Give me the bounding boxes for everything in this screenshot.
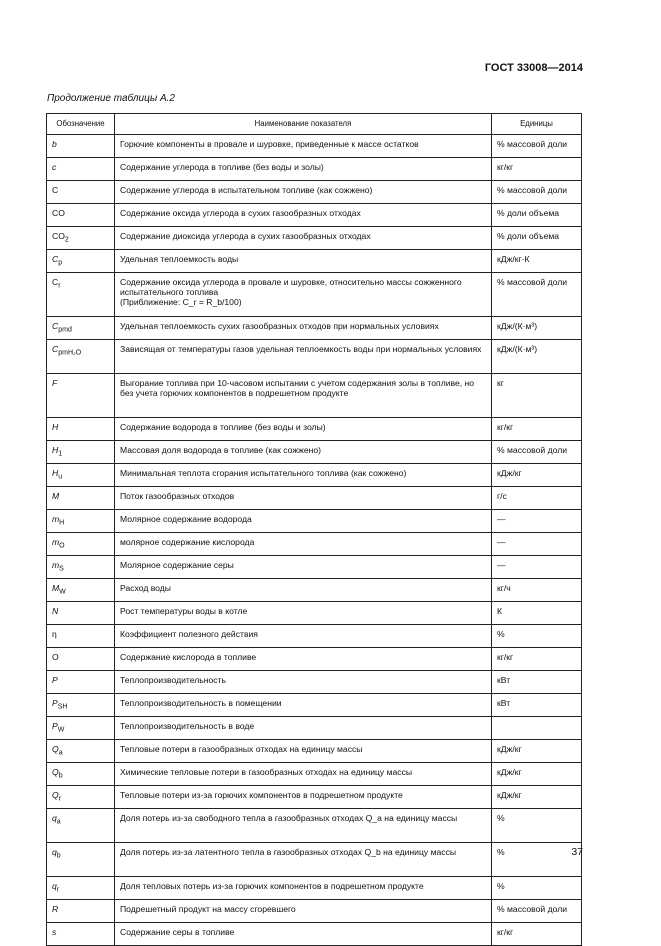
unit-cell: К [492,602,582,625]
description: Тепловые потери в газообразных отходах на единицу массы [120,744,363,754]
standard-number: ГОСТ 33008—2014 [484,62,583,74]
symbol-cell [47,809,115,843]
description-cell [115,441,492,464]
description-cell [115,809,492,843]
unit-cell [492,717,582,740]
table-row [47,809,582,843]
description: Содержание диоксида углерода в сухих газообразных отходах [120,231,371,241]
symbol: s [52,927,57,937]
table-row [47,694,582,717]
unit-cell: кВт [492,671,582,694]
description: молярное содержание кислорода [120,537,255,547]
description-cell [115,671,492,694]
description: Содержание серы в топливе [120,927,235,937]
symbol-cell [47,441,115,464]
table-row [47,340,582,374]
table-row [47,671,582,694]
description-cell [115,250,492,273]
symbol-subscript: H [59,519,65,527]
symbol-cell [47,877,115,900]
symbol: M [52,491,60,501]
description: Доля потерь из-за свободного тепла в газообразных отходах Q_a на единицу массы [120,813,458,823]
symbol: C [52,277,59,287]
symbol-cell [47,317,115,340]
unit-cell: кДж/(К·м³) [492,340,582,374]
description: Зависящая от температуры газов удельная теплоемкость воды при нормальных условиях [120,344,482,354]
description-cell [115,227,492,250]
description: Рост температуры воды в котле [120,606,248,616]
table-caption: Продолжение таблицы А.2 [47,93,175,104]
description: Содержание кислорода в топливе [120,652,257,662]
description-cell [115,273,492,317]
unit-cell: % [492,843,582,877]
table-row [47,317,582,340]
unit-cell: кДж/(К·м³) [492,317,582,340]
table-row [47,740,582,763]
symbol-cell [47,843,115,877]
symbol-cell [47,625,115,648]
unit-cell: кДж/кг [492,464,582,487]
description: Химические тепловые потери в газообразных отходах на единицу массы [120,767,413,777]
description: Удельная теплоемкость воды [120,254,239,264]
symbol-cell [47,648,115,671]
description-cell [115,317,492,340]
description-note: (Приближение: C_r = R_b/100) [120,297,242,307]
table-row [47,135,582,158]
symbol: CO [52,208,65,218]
table-row [47,204,582,227]
unit-cell: % массовой доли [492,135,582,158]
symbol: C [52,344,59,354]
symbol-cell [47,786,115,809]
table-row [47,273,582,317]
description: Молярное содержание серы [120,560,234,570]
symbol-cell [47,602,115,625]
unit-cell: % массовой доли [492,273,582,317]
symbol: Q [52,744,59,754]
description: Коэффициент полезного действия [120,629,258,639]
unit-cell: кг/кг [492,418,582,441]
description: Молярное содержание водорода [120,514,252,524]
symbol-cell [47,418,115,441]
table-row [47,181,582,204]
unit-cell: % массовой доли [492,441,582,464]
symbol-cell [47,340,115,374]
description: Содержание оксида углерода в сухих газообразных отходах [120,208,361,218]
symbol: P [52,721,58,731]
unit-cell: % доли объема [492,204,582,227]
symbol-subscript: p [58,259,63,267]
symbol-cell [47,464,115,487]
symbol-cell [47,694,115,717]
description-cell [115,464,492,487]
unit-cell: % [492,809,582,843]
description: Массовая доля водорода в топливе (как сожжено) [120,445,322,455]
symbol: P [52,675,58,685]
description-cell [115,418,492,441]
symbol-cell [47,900,115,923]
table-row [47,510,582,533]
description-cell [115,181,492,204]
symbol: q [52,847,57,857]
symbol-subscript: W [59,588,66,596]
symbol: b [52,139,57,149]
symbol: H [52,422,59,432]
description: Доля потерь из-за латентного тепла в газообразных отходах Q_b на единицу массы [120,847,457,857]
symbol: C [52,185,59,195]
description-cell [115,158,492,181]
description: Подрешетный продукт на массу сгоревшего [120,904,296,914]
symbol-subscript: O [59,542,65,550]
description-cell [115,487,492,510]
unit-cell: кВт [492,694,582,717]
unit-cell: % [492,877,582,900]
description: Содержание водорода в топливе (без воды и золы) [120,422,326,432]
symbol-cell [47,740,115,763]
symbol-subscript: SH [57,703,68,711]
table-row [47,158,582,181]
designations-table [46,113,582,946]
description-cell [115,533,492,556]
symbol-cell [47,763,115,786]
symbol-subscript: r [58,795,62,803]
symbol-subscript: r [58,282,61,290]
description-cell [115,900,492,923]
symbol-subscript: pmd [58,326,72,334]
symbol: q [52,881,57,891]
symbol-cell [47,204,115,227]
description: Теплопроизводительность [120,675,226,685]
description-cell [115,625,492,648]
symbol: m [52,537,60,547]
symbol-subscript: 2 [64,236,69,244]
symbol-cell [47,273,115,317]
unit-cell: — [492,556,582,579]
unit-cell: кг/ч [492,579,582,602]
table-row [47,602,582,625]
table-row [47,648,582,671]
description-cell [115,877,492,900]
symbol: H [52,468,59,478]
unit-cell: кг/кг [492,648,582,671]
description-cell [115,694,492,717]
symbol-subscript: a [58,749,63,757]
symbol-cell [47,579,115,602]
symbol: M [52,583,60,593]
unit-cell: кг [492,374,582,418]
symbol-cell [47,227,115,250]
symbol: m [52,514,60,524]
table-row [47,374,582,418]
table-row [47,786,582,809]
symbol: C [52,321,59,331]
table-row [47,717,582,740]
symbol-cell [47,158,115,181]
description: Тепловые потери из-за горючих компонентов в подрешетном продукте [120,790,403,800]
table-header-row [47,114,582,135]
table-row [47,250,582,273]
table-row [47,625,582,648]
description-cell [115,740,492,763]
description-cell [115,579,492,602]
unit-cell: кДж/кг·К [492,250,582,273]
symbol: C [52,254,59,264]
description: Теплопроизводительность в помещении [120,698,282,708]
unit-cell: — [492,510,582,533]
unit-cell: % массовой доли [492,181,582,204]
symbol-cell [47,181,115,204]
description: Горючие компоненты в провале и шуровке, приведенные к массе остатков [120,139,419,149]
table-row [47,418,582,441]
description-cell [115,510,492,533]
symbol-cell [47,487,115,510]
description-cell [115,717,492,740]
symbol-cell [47,250,115,273]
table-row [47,877,582,900]
symbol: c [52,162,57,172]
description-cell [115,602,492,625]
table-row [47,441,582,464]
symbol: R [52,904,59,914]
description: Доля тепловых потерь из-за горючих компонентов в подрешетном продукте [120,881,424,891]
symbol: F [52,378,58,388]
symbol-subscript: pmH₂O [58,349,82,357]
symbol: P [52,698,58,708]
description-cell [115,843,492,877]
symbol-cell [47,923,115,946]
symbol-subscript: W [57,726,65,734]
description: Выгорание топлива при 10-часовом испытании с учетом содержания золы в топливе, но без учета горючих компонентов в подрешетном продукте [120,378,475,398]
description: Расход воды [120,583,171,593]
symbol: CO [52,231,65,241]
symbol: O [52,652,59,662]
unit-cell: — [492,533,582,556]
unit-cell: кДж/кг [492,740,582,763]
description-cell [115,135,492,158]
symbol-cell [47,671,115,694]
table-row [47,763,582,786]
symbol: Q [52,767,59,777]
unit-cell: г/с [492,487,582,510]
description-cell [115,340,492,374]
description: Содержание углерода в топливе (без воды и золы) [120,162,324,172]
description: Содержание оксида углерода в провале и шуровке, относительно массы сожженного испытательного топлива [120,277,462,297]
table-row [47,900,582,923]
unit-cell: кДж/кг [492,763,582,786]
description: Удельная теплоемкость сухих газообразных отходов при нормальных условиях [120,321,439,331]
description-cell [115,556,492,579]
symbol-subscript: u [58,473,63,481]
column-header-units: Единицы [492,114,582,135]
symbol: η [52,629,57,639]
column-header-symbol: Обозначение [47,114,115,135]
unit-cell: % доли объема [492,227,582,250]
table-row [47,556,582,579]
symbol-subscript: 1 [58,450,63,458]
symbol-cell [47,374,115,418]
unit-cell: % массовой доли [492,900,582,923]
symbol-subscript: S [59,565,64,573]
unit-cell: кг/кг [492,158,582,181]
description-cell [115,786,492,809]
table-row [47,487,582,510]
description-cell [115,648,492,671]
symbol: H [52,445,59,455]
symbol-subscript: b [58,772,63,780]
symbol-subscript: r [56,886,60,894]
description: Содержание углерода в испытательном топливе (как сожжено) [120,185,373,195]
table-row [47,923,582,946]
page-number: 37 [571,846,583,858]
column-header-name: Наименование показателя [115,114,492,135]
table-row [47,579,582,602]
symbol-cell [47,533,115,556]
symbol: m [52,560,60,570]
table-row [47,533,582,556]
description: Поток газообразных отходов [120,491,235,501]
symbol-cell [47,510,115,533]
symbol-subscript: a [56,818,61,826]
description-cell [115,763,492,786]
symbol: Q [52,790,59,800]
symbol-subscript: b [56,852,61,860]
table-row [47,227,582,250]
description-cell [115,374,492,418]
unit-cell: % [492,625,582,648]
description: Теплопроизводительность в воде [120,721,255,731]
symbol-cell [47,717,115,740]
symbol-cell [47,556,115,579]
unit-cell: кДж/кг [492,786,582,809]
symbol: q [52,813,57,823]
description-cell [115,923,492,946]
table-row [47,843,582,877]
symbol: N [52,606,59,616]
unit-cell: кг/кг [492,923,582,946]
description: Минимальная теплота сгорания испытательного топлива (как сожжено) [120,468,407,478]
description-cell [115,204,492,227]
symbol-cell [47,135,115,158]
table-row [47,464,582,487]
